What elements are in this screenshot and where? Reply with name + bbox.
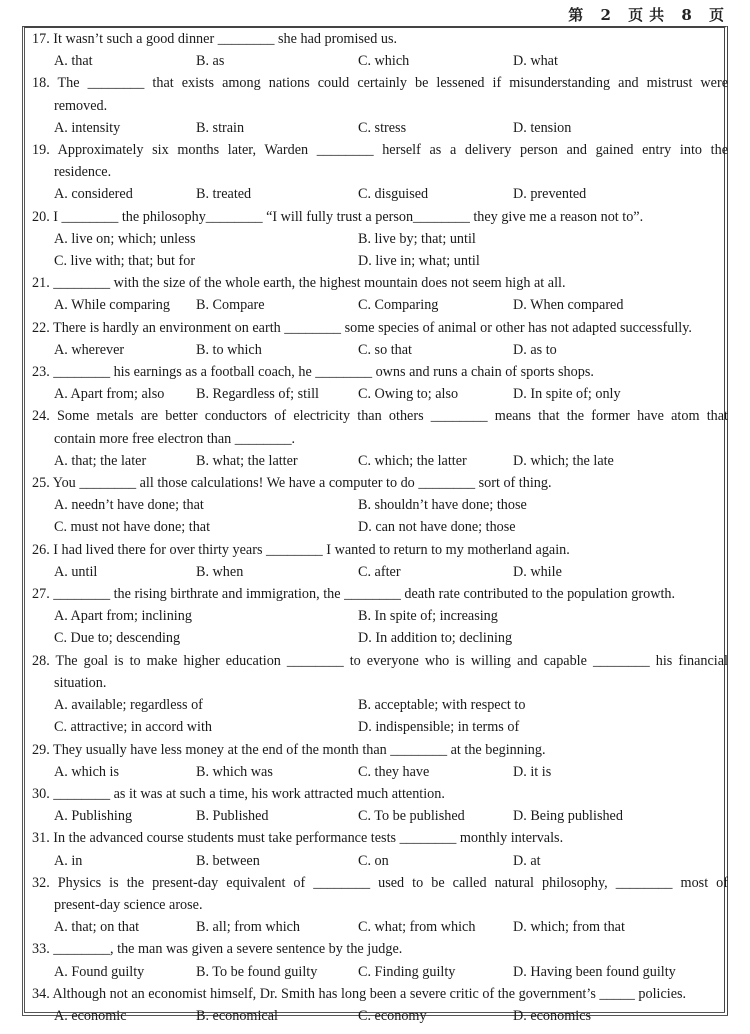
- answer-option-a: A. in: [54, 852, 83, 869]
- answer-option-c: C. which: [358, 53, 410, 70]
- answer-option-d: D. can not have done; those: [358, 519, 516, 536]
- page-number-header: 第 2 页共 8 页: [568, 6, 730, 24]
- question-stem-continuation: present-day science arose.: [54, 896, 203, 913]
- answer-option-c: C. economy: [358, 1007, 427, 1024]
- question-stem: 20. I ________ the philosophy________ “I will fully trust a person________ they give me a reason not to”.: [32, 208, 644, 225]
- answer-option-d: D. Having been found guilty: [513, 963, 676, 980]
- answer-options: [32, 694, 728, 738]
- answer-option-c: C. Comparing: [358, 297, 439, 314]
- question-item: [32, 827, 728, 871]
- answer-option-b: B. between: [196, 852, 260, 869]
- question-item: [32, 938, 728, 982]
- question-stem-continuation: residence.: [54, 164, 112, 181]
- answer-options: [32, 561, 728, 583]
- answer-option-b: B. what; the latter: [196, 452, 298, 469]
- question-item: [32, 739, 728, 783]
- answer-option-b: B. Regardless of; still: [196, 386, 319, 403]
- answer-options: [32, 228, 728, 272]
- question-item: [32, 272, 728, 316]
- answer-option-a: A. that: [54, 53, 93, 70]
- answer-option-d: D. In addition to; declining: [358, 630, 513, 647]
- question-stem: 28. The goal is to make higher education ________ to everyone who is willing and capable ________ his financial: [32, 652, 728, 669]
- answer-option-b: B. Published: [196, 808, 269, 825]
- question-item: [32, 405, 728, 472]
- answer-option-d: D. Being published: [513, 808, 623, 825]
- answer-option-b: B. when: [196, 563, 244, 580]
- answer-options: [32, 961, 728, 983]
- answer-options: [32, 1005, 728, 1027]
- question-stem: 29. They usually have less money at the end of the month than ________ at the beginning.: [32, 741, 546, 758]
- question-item: [32, 583, 728, 650]
- answer-option-d: D. indispensible; in terms of: [358, 719, 520, 736]
- answer-option-a: A. intensity: [54, 119, 121, 136]
- answer-options: [32, 383, 728, 405]
- answer-option-d: D. tension: [513, 119, 572, 136]
- answer-option-b: B. In spite of; increasing: [358, 608, 498, 625]
- question-item: [32, 539, 728, 583]
- answer-option-b: B. economical: [196, 1007, 278, 1024]
- answer-option-a: A. available; regardless of: [54, 697, 203, 714]
- question-stem-continuation: situation.: [54, 674, 107, 691]
- answer-option-a: A. needn’t have done; that: [54, 497, 204, 514]
- answer-option-d: D. economics: [513, 1007, 592, 1024]
- question-item: [32, 139, 728, 206]
- answer-option-c: C. live with; that; but for: [54, 253, 196, 270]
- answer-option-d: D. which; the late: [513, 452, 614, 469]
- question-item: [32, 72, 728, 139]
- answer-option-a: A. that; on that: [54, 919, 140, 936]
- answer-option-a: A. economic: [54, 1007, 127, 1024]
- answer-option-d: D. at: [513, 852, 541, 869]
- answer-options: [32, 50, 728, 72]
- question-item: [32, 472, 728, 539]
- answer-option-c: C. disguised: [358, 186, 429, 203]
- answer-options: [32, 805, 728, 827]
- answer-option-c: C. what; from which: [358, 919, 476, 936]
- answer-option-c: C. must not have done; that: [54, 519, 211, 536]
- question-stem: 32. Physics is the present-day equivalent of ________ used to be called natural philosophy, ________ most of: [32, 874, 728, 891]
- answer-options: [32, 605, 728, 649]
- question-stem: 33. ________, the man was given a severe sentence by the judge.: [32, 941, 403, 958]
- question-stem: 23. ________ his earnings as a football coach, he ________ owns and runs a chain of sports shops.: [32, 364, 594, 381]
- question-list: [32, 28, 728, 1027]
- question-stem: 34. Although not an economist himself, Dr. Smith has long been a severe critic of the government’s _____ policies.: [32, 985, 687, 1002]
- answer-options: [32, 117, 728, 139]
- question-stem: 24. Some metals are better conductors of electricity than others ________ means that the former have atom that: [32, 408, 728, 425]
- answer-options: [32, 450, 728, 472]
- question-stem: 18. The ________ that exists among nations could certainly be lessened if misunderstanding and mistrust were: [32, 75, 728, 92]
- question-stem: 25. You ________ all those calculations! We have a computer to do ________ sort of thing.: [32, 475, 552, 492]
- answer-option-b: B. which was: [196, 763, 273, 780]
- answer-option-a: A. Publishing: [54, 808, 133, 825]
- answer-option-c: C. which; the latter: [358, 452, 467, 469]
- answer-option-d: D. it is: [513, 763, 552, 780]
- answer-option-d: D. prevented: [513, 186, 587, 203]
- answer-option-b: B. To be found guilty: [196, 963, 318, 980]
- answer-option-b: B. as: [196, 53, 225, 70]
- answer-option-a: A. that; the later: [54, 452, 147, 469]
- answer-option-c: C. To be published: [358, 808, 465, 825]
- answer-option-d: D. When compared: [513, 297, 624, 314]
- answer-option-b: B. live by; that; until: [358, 230, 476, 247]
- answer-option-d: D. while: [513, 563, 562, 580]
- question-stem: 31. In the advanced course students must take performance tests ________ monthly intervals.: [32, 830, 564, 847]
- answer-option-c: C. they have: [358, 763, 430, 780]
- answer-option-a: A. live on; which; unless: [54, 230, 196, 247]
- question-stem: 27. ________ the rising birthrate and immigration, the ________ death rate contributed to the population growth.: [32, 586, 676, 603]
- question-stem: 17. It wasn’t such a good dinner ________ she had promised us.: [32, 31, 398, 47]
- question-item: [32, 206, 728, 273]
- answer-option-c: C. after: [358, 563, 401, 580]
- answer-option-a: A. until: [54, 563, 98, 580]
- answer-option-a: A. Apart from; inclining: [54, 608, 192, 625]
- question-item: [32, 650, 728, 739]
- answer-option-c: C. attractive; in accord with: [54, 719, 212, 736]
- answer-option-d: D. which; from that: [513, 919, 625, 936]
- answer-option-d: D. live in; what; until: [358, 253, 480, 270]
- question-stem: 19. Approximately six months later, Warden ________ herself as a delivery person and gained entry into the: [32, 142, 728, 159]
- answer-options: [32, 761, 728, 783]
- answer-option-b: B. Compare: [196, 297, 265, 314]
- question-stem-continuation: contain more free electron than ________.: [54, 430, 296, 447]
- answer-option-a: A. considered: [54, 186, 133, 203]
- question-stem: 21. ________ with the size of the whole earth, the highest mountain does not seem high at all.: [32, 275, 566, 292]
- question-item: [32, 317, 728, 361]
- question-item: [32, 783, 728, 827]
- answer-option-a: A. Found guilty: [54, 963, 145, 980]
- question-stem: 22. There is hardly an environment on earth ________ some species of animal or other has not adapted successfully.: [32, 319, 692, 336]
- question-item: [32, 361, 728, 405]
- answer-option-c: C. Finding guilty: [358, 963, 456, 980]
- answer-option-b: B. strain: [196, 119, 245, 136]
- question-stem-continuation: removed.: [54, 97, 108, 114]
- question-item: [32, 872, 728, 939]
- answer-option-c: C. so that: [358, 341, 412, 358]
- question-item: [32, 28, 728, 72]
- answer-option-b: B. treated: [196, 186, 252, 203]
- answer-option-d: D. what: [513, 53, 558, 70]
- answer-option-c: C. on: [358, 852, 389, 869]
- answer-option-c: C. Due to; descending: [54, 630, 181, 647]
- answer-option-a: A. Apart from; also: [54, 386, 165, 403]
- question-stem: 26. I had lived there for over thirty years ________ I wanted to return to my motherland again.: [32, 541, 570, 558]
- answer-options: [32, 183, 728, 205]
- answer-option-c: C. stress: [358, 119, 407, 136]
- answer-options: [32, 916, 728, 938]
- answer-options: [32, 339, 728, 361]
- answer-option-a: A. which is: [54, 763, 120, 780]
- answer-options: [32, 850, 728, 872]
- answer-option-a: A. wherever: [54, 341, 125, 358]
- answer-option-b: B. shouldn’t have done; those: [358, 497, 527, 514]
- answer-option-a: A. While comparing: [54, 297, 170, 314]
- answer-option-b: B. to which: [196, 341, 262, 358]
- answer-options: [32, 294, 728, 316]
- answer-options: [32, 494, 728, 538]
- answer-option-b: B. all; from which: [196, 919, 301, 936]
- question-item: [32, 983, 728, 1027]
- answer-option-d: D. as to: [513, 341, 557, 358]
- answer-option-b: B. acceptable; with respect to: [358, 697, 526, 714]
- answer-option-d: D. In spite of; only: [513, 386, 621, 403]
- answer-option-c: C. Owing to; also: [358, 386, 459, 403]
- question-stem: 30. ________ as it was at such a time, his work attracted much attention.: [32, 785, 445, 802]
